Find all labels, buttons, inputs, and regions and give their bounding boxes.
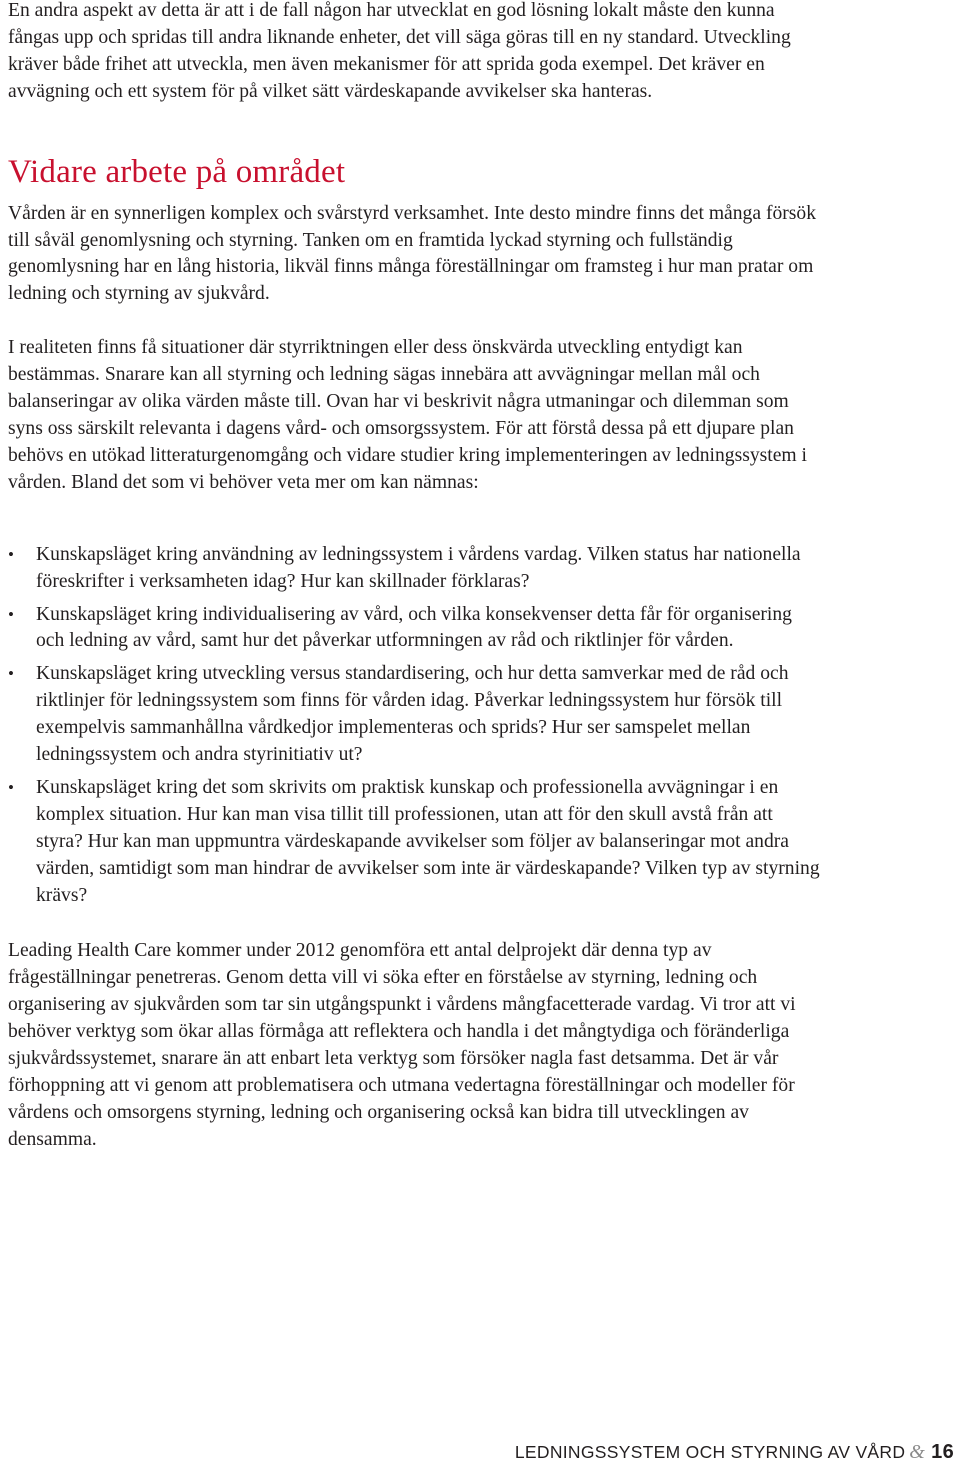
bullet-item (8, 661, 820, 769)
bullet-text: Kunskapsläget kring användning av ledningssystem i vårdens vardag. Vilken status har nationella föreskrifter i verksamheten idag? Hur kan skillnader förklaras? (36, 543, 801, 592)
bullet-item (8, 542, 820, 596)
bullet-item (8, 775, 820, 910)
bullet-icon: • (8, 604, 14, 624)
bullet-text: Kunskapsläget kring individualisering av vård, och vilka konsekvenser detta får för organisering och ledning av vård, samt hur det påverkar utformningen av råd och riktlinjer för vården. (36, 603, 792, 652)
footer-ampersand: & (909, 1441, 926, 1463)
footer-title: LEDNINGSSYSTEM OCH STYRNING AV VÅRD (514, 1442, 906, 1462)
section-paragraph-2: I realiteten finns få situationer där styrriktningen eller dess önskvärda utveckling entydigt kan bestämmas. Snarare kan all styrning och ledning sägas innebära att avvägningar mellan mål och balanseringar av olika värden måste till. Ovan har vi beskrivit några utmaningar och dilemman som syns oss särskilt relevanta i dagens vård- och omsorgssystem. För att förstå dessa på ett djupare plan behövs en utökad litteraturgenomgång och vidare studier kring implementeringen av ledningssystem i vården. Bland det som vi behöver veta mer om kan nämnas: (8, 337, 807, 493)
bullet-icon: • (8, 544, 14, 564)
bullet-text: Kunskapsläget kring utveckling versus standardisering, och hur detta samverkar med de råd och riktlinjer för ledningssystem som finns för vården idag. Påverkar ledningssystem hur försök till exempelvis sammanhållna vårdkedjor implementeras och sprids? Hur ser samspelet mellan ledningssystem och andra styrinitiativ ut? (36, 663, 789, 766)
bullet-text: Kunskapsläget kring det som skrivits om praktisk kunskap och professionella avvägningar i en komplex situation. Hur kan man visa tillit till professionen, utan att för den skull avstå från att styra? Hur kan man uppmuntra värdeskapande avvikelser som följer av balanseringar mot andra värden, samtidigt som man hindrar de avvikelser som inte är värdeskapande? Vilken typ av styrning krävs? (36, 776, 820, 906)
intro-paragraph: En andra aspekt av detta är att i de fall någon har utvecklat en god lösning lokalt måste den kunna fångas upp och spridas till andra liknande enheter, det vill säga göras till en ny standard. Utveckling kräver både frihet att utveckla, men även mekanismer för att sprida goda exempel. Det kräver en avvägning och ett system för på vilket sätt värdeskapande avvikelser ska hanteras. (8, 0, 791, 102)
bullet-icon: • (8, 777, 14, 797)
section-paragraph-1: Vården är en synnerligen komplex och svårstyrd verksamhet. Inte desto mindre finns det många försök till såväl genomlysning och styrning. Tanken om en framtida lyckad styrning och fullständig genomlysning har en lång historia, likväl finns många föreställningar om framsteg i hur man pratar om ledning och styrning av sjukvård. (8, 202, 817, 305)
section-heading: Vidare arbete på området (8, 153, 346, 190)
bullet-icon: • (8, 664, 14, 684)
closing-paragraph: Leading Health Care kommer under 2012 genomföra ett antal delprojekt där denna typ av frågeställningar penetreras. Genom detta vill vi söka efter en förståelse av styrning, ledning och organisering av sjukvården som tar sin utgångspunkt i vårdens mångfacetterade vardag. Vi tror att vi behöver verktyg som ökar allas förmåga att reflektera och handla i det mångtydiga och föränderliga sjukvårdssystemet, snarare än att enbart leta verktyg som försöker nagla fast detsamma. Det är vår förhoppning att vi genom att problematisera och utmana vedertagna föreställningar och modeller för vårdens och omsorgens styrning, ledning och organisering också kan bidra till utvecklingen av densamma. (8, 940, 796, 1150)
page-footer (515, 1441, 954, 1464)
page-number: 16 (931, 1441, 954, 1463)
document-page (8, 0, 820, 1154)
bullet-item (8, 602, 820, 656)
bullet-list (8, 542, 820, 910)
